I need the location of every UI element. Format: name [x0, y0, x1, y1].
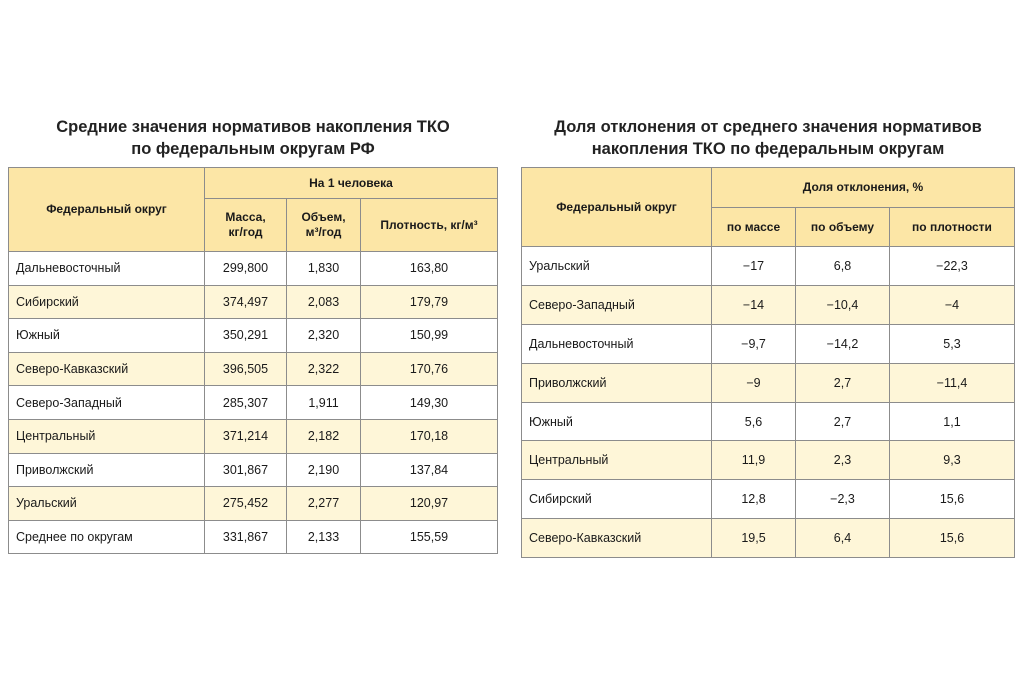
volume-cell: 6,4 — [796, 519, 890, 558]
density-cell: 150,99 — [361, 319, 498, 353]
density-cell: −4 — [890, 285, 1015, 324]
table-row — [9, 252, 498, 286]
standards-table — [8, 167, 498, 554]
header-volume-line-1: Объем, — [301, 210, 346, 224]
density-cell: 163,80 — [361, 252, 498, 286]
mass-cell: 11,9 — [712, 441, 796, 480]
mass-cell: 350,291 — [205, 319, 287, 353]
density-cell: 9,3 — [890, 441, 1015, 480]
table-row — [522, 441, 1015, 480]
table-row — [9, 419, 498, 453]
header-volume-line-2: м³/год — [305, 225, 342, 239]
density-cell: 149,30 — [361, 386, 498, 420]
density-cell: 15,6 — [890, 519, 1015, 558]
mass-cell: 275,452 — [205, 487, 287, 521]
volume-cell: 2,7 — [796, 402, 890, 441]
table-row — [9, 319, 498, 353]
district-cell: Северо-Кавказский — [522, 519, 712, 558]
mass-cell: 371,214 — [205, 419, 287, 453]
table-row — [522, 363, 1015, 402]
density-cell: −11,4 — [890, 363, 1015, 402]
volume-cell: 2,320 — [287, 319, 361, 353]
table-row — [9, 453, 498, 487]
mass-cell: 12,8 — [712, 480, 796, 519]
volume-cell: 2,322 — [287, 352, 361, 386]
volume-cell: 2,190 — [287, 453, 361, 487]
mass-cell: −17 — [712, 247, 796, 286]
district-cell: Дальневосточный — [9, 252, 205, 286]
district-cell: Сибирский — [522, 480, 712, 519]
density-cell: 5,3 — [890, 324, 1015, 363]
district-cell: Южный — [522, 402, 712, 441]
mass-cell: 19,5 — [712, 519, 796, 558]
density-cell: 120,97 — [361, 487, 498, 521]
mass-cell: 331,867 — [205, 520, 287, 554]
table-row — [9, 352, 498, 386]
district-cell: Центральный — [9, 419, 205, 453]
table-row — [522, 247, 1015, 286]
district-cell: Приволжский — [522, 363, 712, 402]
district-cell: Сибирский — [9, 285, 205, 319]
mass-cell: −9 — [712, 363, 796, 402]
district-cell: Центральный — [522, 441, 712, 480]
header-mass-line-1: Масса, — [225, 210, 266, 224]
district-cell: Южный — [9, 319, 205, 353]
header-by-density: по плотности — [890, 208, 1015, 247]
mass-cell: 299,800 — [205, 252, 287, 286]
header-by-mass: по массе — [712, 208, 796, 247]
volume-cell: 2,083 — [287, 285, 361, 319]
deviation-title-line-1: Доля отклонения от среднего значения нормативов — [554, 118, 982, 136]
table-row — [522, 402, 1015, 441]
table-row — [522, 285, 1015, 324]
deviation-table-body — [522, 247, 1015, 558]
table-row — [9, 487, 498, 521]
mass-cell: 5,6 — [712, 402, 796, 441]
deviation-title-line-2: накопления ТКО по федеральным округам — [591, 140, 945, 158]
district-cell: Приволжский — [9, 453, 205, 487]
density-cell: 170,76 — [361, 352, 498, 386]
density-cell: 170,18 — [361, 419, 498, 453]
table-row — [522, 519, 1015, 558]
deviation-table — [521, 167, 1015, 558]
volume-cell: 2,3 — [796, 441, 890, 480]
header-district: Федеральный округ — [522, 168, 712, 247]
header-deviation-share: Доля отклонения, % — [712, 168, 1015, 208]
header-mass — [205, 199, 287, 252]
deviation-title — [521, 116, 1015, 160]
header-by-volume: по объему — [796, 208, 890, 247]
table-row — [9, 285, 498, 319]
mass-cell: 374,497 — [205, 285, 287, 319]
table-row — [9, 520, 498, 554]
density-cell: 15,6 — [890, 480, 1015, 519]
volume-cell: 2,277 — [287, 487, 361, 521]
standards-title — [8, 116, 498, 160]
header-density: Плотность, кг/м³ — [361, 199, 498, 252]
district-cell: Северо-Кавказский — [9, 352, 205, 386]
mass-cell: 285,307 — [205, 386, 287, 420]
table-row — [9, 386, 498, 420]
volume-cell: 2,133 — [287, 520, 361, 554]
standards-title-line-1: Средние значения нормативов накопления ТКО — [56, 118, 450, 136]
header-mass-line-2: кг/год — [228, 225, 263, 239]
mass-cell: 301,867 — [205, 453, 287, 487]
mass-cell: −14 — [712, 285, 796, 324]
density-cell: 179,79 — [361, 285, 498, 319]
header-per-person: На 1 человека — [205, 168, 498, 199]
volume-cell: 1,911 — [287, 386, 361, 420]
district-cell: Уральский — [522, 247, 712, 286]
table-row — [522, 480, 1015, 519]
volume-cell: 1,830 — [287, 252, 361, 286]
volume-cell: 6,8 — [796, 247, 890, 286]
district-cell: Уральский — [9, 487, 205, 521]
density-cell: −22,3 — [890, 247, 1015, 286]
table-row — [522, 324, 1015, 363]
district-cell: Северо-Западный — [522, 285, 712, 324]
header-district: Федеральный округ — [9, 168, 205, 252]
density-cell: 1,1 — [890, 402, 1015, 441]
volume-cell: −10,4 — [796, 285, 890, 324]
mass-cell: 396,505 — [205, 352, 287, 386]
density-cell: 155,59 — [361, 520, 498, 554]
standards-table-body — [9, 252, 498, 554]
volume-cell: −2,3 — [796, 480, 890, 519]
volume-cell: −14,2 — [796, 324, 890, 363]
volume-cell: 2,182 — [287, 419, 361, 453]
deviation-panel — [521, 116, 1015, 558]
standards-title-line-2: по федеральным округам РФ — [131, 140, 375, 158]
district-cell: Северо-Западный — [9, 386, 205, 420]
density-cell: 137,84 — [361, 453, 498, 487]
volume-cell: 2,7 — [796, 363, 890, 402]
district-cell: Среднее по округам — [9, 520, 205, 554]
header-volume — [287, 199, 361, 252]
mass-cell: −9,7 — [712, 324, 796, 363]
standards-panel — [8, 116, 498, 554]
district-cell: Дальневосточный — [522, 324, 712, 363]
